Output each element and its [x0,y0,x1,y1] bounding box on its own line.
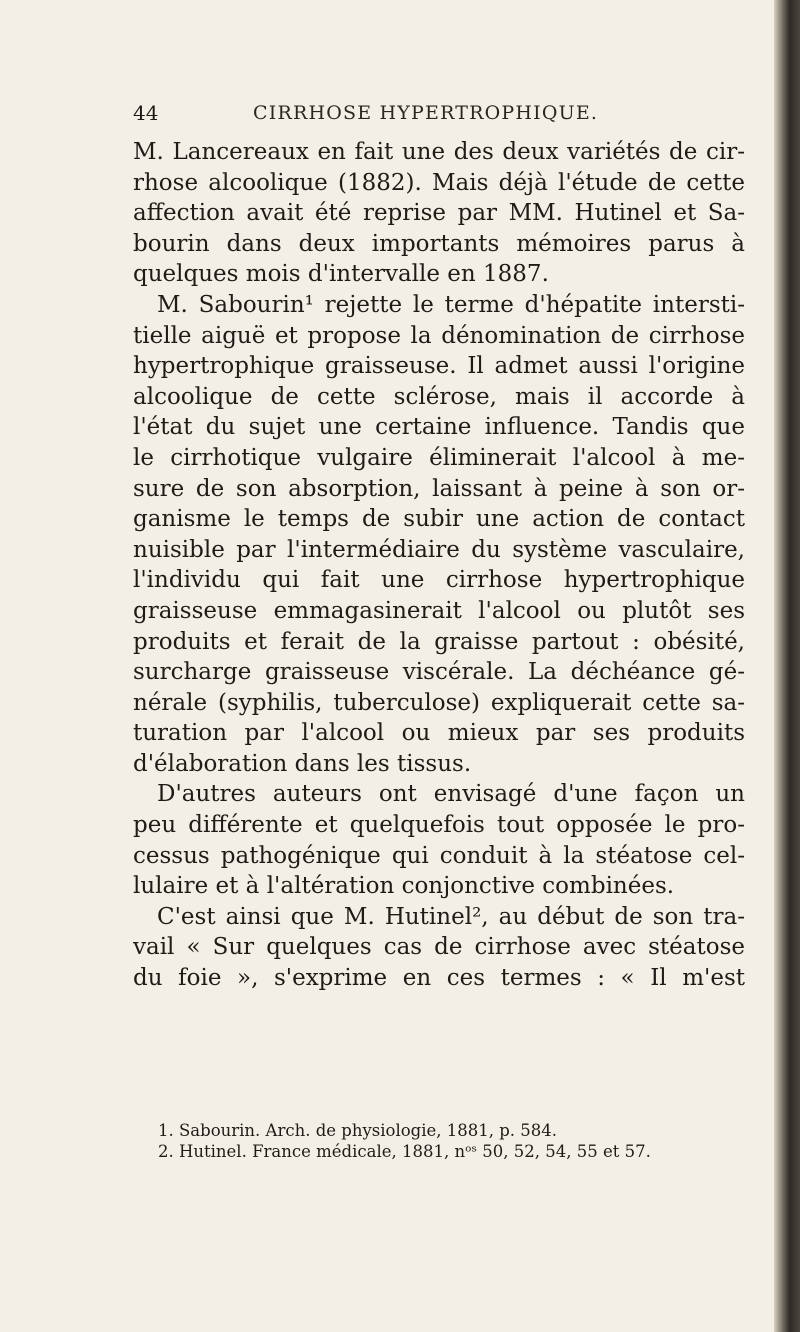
text-line: lulaire et à l'altération conjonctive combinées. [133,873,675,900]
text-line: M. Sabourin¹ rejette le terme d'hépatite intersti- [157,291,745,318]
text-line: D'autres auteurs ont envisagé d'une façon un [157,781,745,808]
text-line: du foie », s'exprime en ces termes : « Il m'est [133,965,745,992]
page-edge-shadow [774,0,800,1332]
text-line: affection avait été reprise par MM. Hutinel et Sa- [133,200,745,227]
text-line: turation par l'alcool ou mieux par ses produits [133,720,745,747]
text-line: produits et ferait de la graisse partout : obésité, [133,628,745,655]
text-line: l'individu qui fait une cirrhose hypertrophique [133,567,745,594]
text-line: nuisible par l'intermédiaire du système vasculaire, [133,536,745,563]
text-line: sure de son absorption, laissant à peine à son or- [133,475,745,502]
text-line: nérale (syphilis, tuberculose) expliquerait cette sa- [133,689,745,716]
text-line: ganisme le temps de subir une action de contact [133,506,745,533]
text-line: d'élaboration dans les tissus. [133,750,472,777]
footnotes [140,1120,745,1162]
running-head: CIRRHOSE HYPERTROPHIQUE. [253,102,599,124]
text-line: C'est ainsi que M. Hutinel², au début de son tra- [157,903,745,930]
text-line: rhose alcoolique (1882). Mais déjà l'étude de cette [133,169,745,196]
text-line: bourin dans deux importants mémoires parus à [133,230,745,257]
footnote: 2. Hutinel. France médicale, 1881, nᵒˢ 50, 52, 54, 55 et 57. [158,1142,651,1161]
text-line: peu différente et quelquefois tout opposée le pro- [133,812,745,839]
footnote: 1. Sabourin. Arch. de physiologie, 1881, p. 584. [158,1121,558,1140]
text-line: l'état du sujet une certaine influence. Tandis que [133,414,745,441]
page-header [133,98,745,128]
text-line: surcharge graisseuse viscérale. La déchéance gé- [133,659,745,686]
text-line: hypertrophique graisseuse. Il admet aussi l'origine [133,353,745,380]
text-line: tielle aiguë et propose la dénomination de cirrhose [133,322,745,349]
text-line: M. Lancereaux en fait une des deux variétés de cir- [133,139,745,165]
text-line: le cirrhotique vulgaire éliminerait l'alcool à me- [133,444,745,471]
text-line: cessus pathogénique qui conduit à la stéatose cel- [133,842,745,869]
text-line: quelques mois d'intervalle en 1887. [133,261,549,288]
body-text [133,137,745,994]
page-number: 44 [133,101,159,125]
text-line: graisseuse emmagasinerait l'alcool ou plutôt ses [133,597,745,624]
text-line: alcoolique de cette sclérose, mais il accorde à [133,383,745,410]
text-line: vail « Sur quelques cas de cirrhose avec stéatose [133,934,745,961]
